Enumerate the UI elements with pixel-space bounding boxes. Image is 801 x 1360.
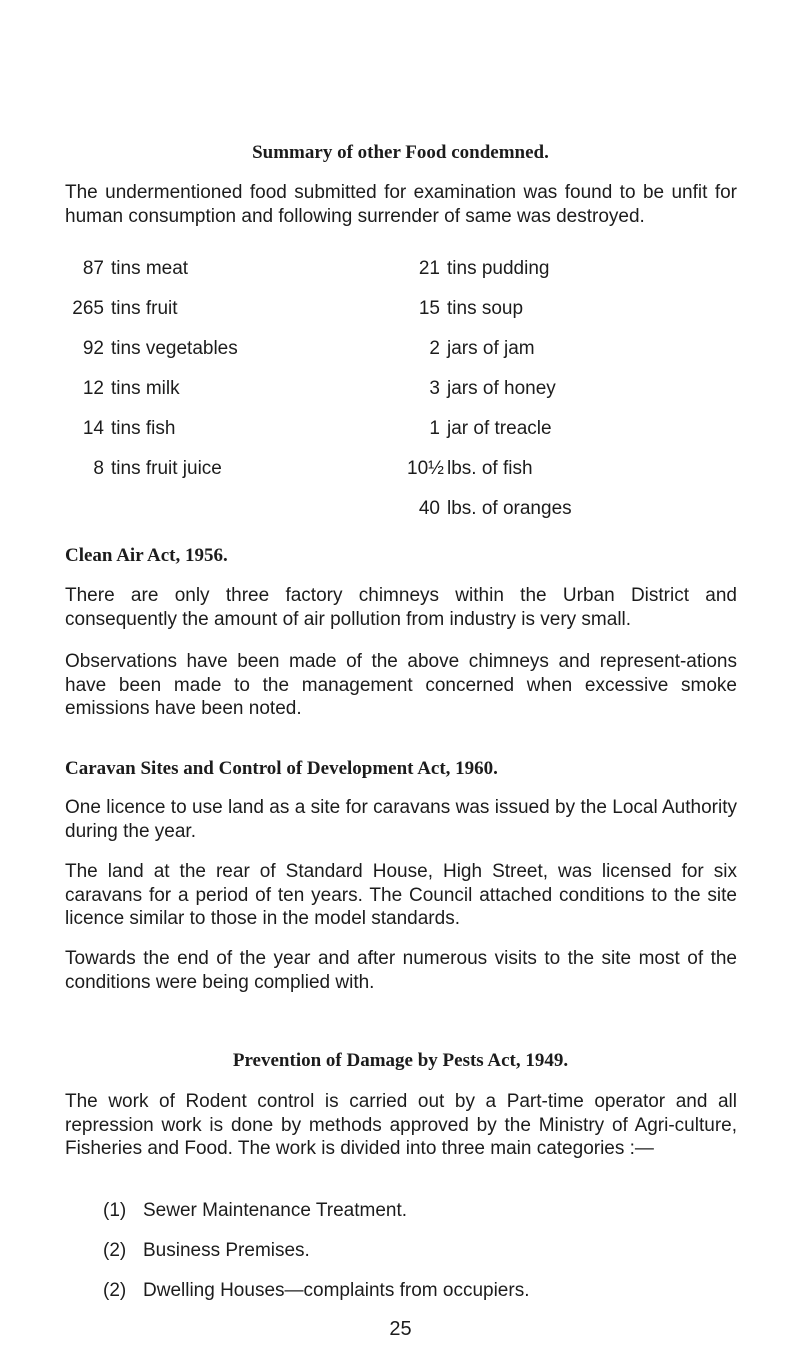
food-item: 2 jars of jam: [429, 338, 535, 359]
food-item: 8 tins fruit juice: [93, 458, 222, 479]
food-item: 15 tins soup: [418, 298, 524, 319]
food-item: 14 tins fish: [82, 418, 176, 439]
caravan-paragraph-1: One licence to use land as a site for caravans was issued by the Local Authority during the year.: [65, 797, 737, 842]
food-item: 92 tins vegetables: [82, 338, 238, 359]
food-intro-paragraph: The undermentioned food submitted for examination was found to be unfit for human consumption and following surrender of same was destroyed.: [65, 182, 737, 227]
clean-air-paragraph-1: There are only three factory chimneys within the Urban District and consequently the amount of air pollution from industry is very small.: [65, 585, 737, 630]
category-item: (2) Business Premises.: [103, 1240, 310, 1261]
food-condemned-heading: Summary of other Food condemned.: [252, 142, 549, 163]
food-item: 40 lbs. of oranges: [418, 498, 572, 519]
pests-paragraph: The work of Rodent control is carried out by a Part-time operator and all repression work is done by methods approved by the Ministry of Agri-culture, Fisheries and Food. The work is divided into three main categories :—: [65, 1091, 737, 1159]
page-number: 25: [389, 1318, 412, 1340]
food-item: 21 tins pudding: [418, 258, 550, 279]
food-item: 87 tins meat: [82, 258, 189, 279]
caravan-heading: Caravan Sites and Control of Development Act, 1960.: [65, 758, 498, 779]
food-item: 10½ lbs. of fish: [407, 458, 533, 479]
clean-air-paragraph-2: Observations have been made of the above chimneys and represent-ations have been made to the management concerned when excessive smoke emissions have been noted.: [65, 651, 737, 719]
caravan-paragraph-2: The land at the rear of Standard House, High Street, was licensed for six caravans for a period of ten years. The Council attached conditions to the site licence similar to those in the model standards.: [65, 861, 737, 929]
food-item: 265 tins fruit: [72, 298, 178, 319]
caravan-paragraph-3: Towards the end of the year and after numerous visits to the site most of the conditions were being complied with.: [65, 948, 737, 993]
category-item: (2) Dwelling Houses—complaints from occupiers.: [103, 1280, 530, 1301]
food-item: 3 jars of honey: [429, 378, 556, 399]
category-item: (1) Sewer Maintenance Treatment.: [103, 1200, 408, 1221]
pests-heading: Prevention of Damage by Pests Act, 1949.: [232, 1050, 569, 1071]
food-item: 12 tins milk: [82, 378, 180, 399]
food-item: 1 jar of treacle: [429, 418, 552, 439]
clean-air-heading: Clean Air Act, 1956.: [65, 545, 228, 566]
